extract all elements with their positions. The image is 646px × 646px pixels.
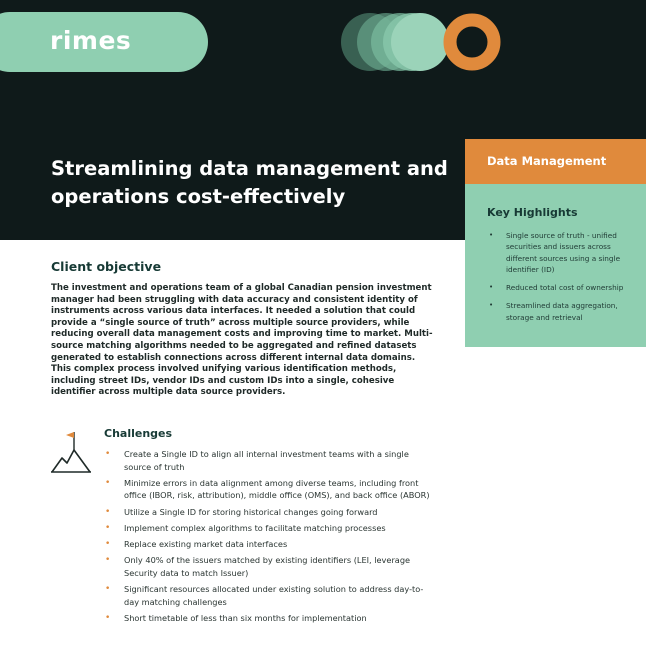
- rimes-logo: rimes: [50, 26, 132, 55]
- challenge-item: • Short timetable of less than six months for implementation: [104, 612, 434, 625]
- category-label: Data Management: [487, 154, 607, 168]
- challenge-item: • Only 40% of the issuers matched by existing identifiers (LEI, leverage Security data to match Issuer): [104, 554, 434, 579]
- highlight-item: • Streamlined data aggregation, storage and retrieval: [486, 300, 636, 323]
- challenge-item: • Replace existing market data interfaces: [104, 538, 434, 551]
- challenge-item: • Minimize errors in data alignment among diverse teams, including front office (IBOR, risk, attribution), middle office (OMS), and back office (ABOR): [104, 477, 434, 502]
- challenges-list: [104, 448, 434, 628]
- highlight-item: • Reduced total cost of ownership: [486, 282, 636, 293]
- highlights-list: [486, 230, 636, 330]
- category-header: [465, 139, 646, 184]
- challenge-item: • Create a Single ID to align all internal investment teams with a single source of truth: [104, 448, 434, 473]
- page-title: Streamlining data management and operations cost-effectively: [51, 157, 448, 208]
- mountain-flag-icon: [50, 428, 92, 476]
- challenge-item: • Implement complex algorithms to facilitate matching processes: [104, 522, 434, 535]
- challenges-title: Challenges: [104, 427, 173, 440]
- highlight-item: • Single source of truth - unified securities and issuers across different sources using a single identifier (ID): [486, 230, 636, 275]
- highlights-title: Key Highlights: [487, 206, 578, 219]
- objective-title: Client objective: [51, 259, 162, 274]
- objective-body: The investment and operations team of a global Canadian pension investment manager had been struggling with data accuracy and consistent identity of instruments across various data interfaces. It needed a solution that could provide a “single source of truth” across multiple source providers, while reducing overall data management costs and improving time to market. Multi-source matching algorithms needed to be aggregated and refined datasets generated to establish connections across different internal data domains. This complex process involved unifying various identification methods, including street IDs, vendor IDs and custom IDs into a single, cohesive identifier across multiple data source providers.: [51, 283, 433, 398]
- challenge-item: • Significant resources allocated under existing solution to address day-to-day matching challenges: [104, 583, 434, 608]
- challenge-item: • Utilize a Single ID for storing historical changes going forward: [104, 506, 434, 519]
